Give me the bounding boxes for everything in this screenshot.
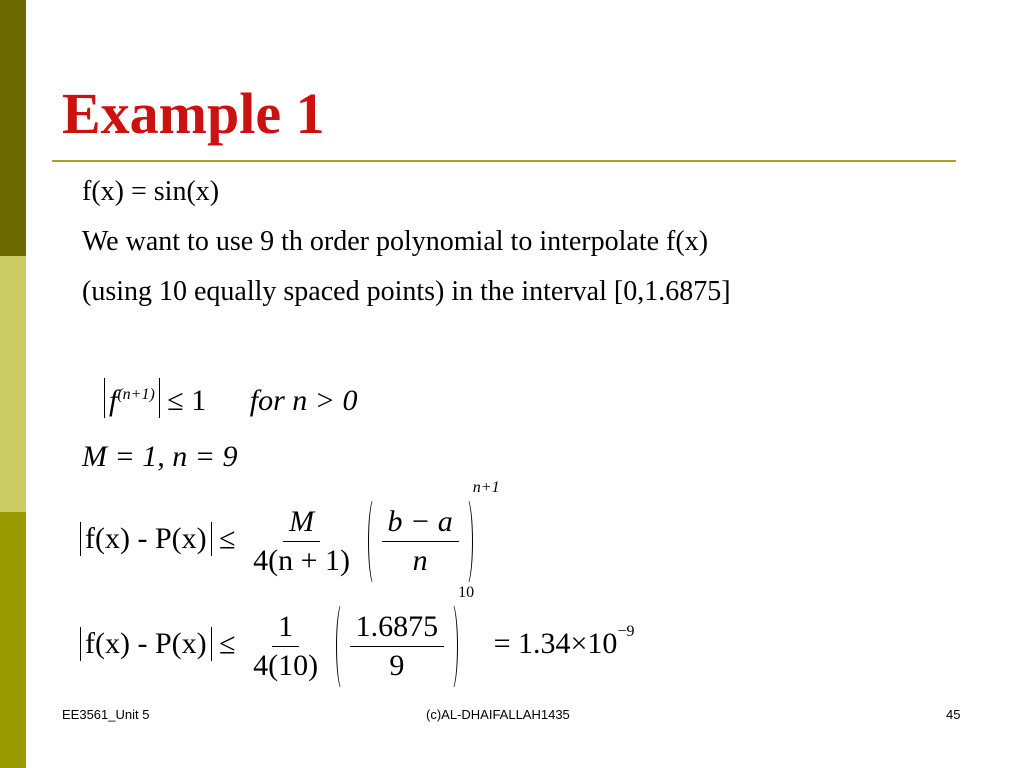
error-formula-general <box>80 479 500 578</box>
title-divider <box>52 160 956 162</box>
fraction-m: $\frac{M}{4(n + 1)}$ <box>253 505 351 577</box>
side-bar-middle <box>0 256 26 512</box>
parameters: M = 1, n = 9 <box>82 440 238 473</box>
slide-title: Example 1 <box>62 81 325 146</box>
side-bar-top <box>0 0 26 256</box>
abs-derivative: $f^{(n+1)}$ <box>104 378 160 418</box>
abs-error: f(x) - P(x) <box>80 627 212 661</box>
bound-condition: for n > 0 <box>249 384 358 417</box>
exponent: 10 <box>458 584 475 601</box>
statement-line-2: (using 10 equally spaced points) in the interval [0,1.6875] <box>82 276 731 307</box>
fraction-one: $\frac{1}{4(10)}$ <box>253 610 319 682</box>
exponent: n+1 <box>472 479 500 496</box>
result-exponent: −9 <box>617 623 635 641</box>
abs-error: f(x) - P(x) <box>80 522 212 556</box>
parenthesized-fraction: $\frac{1.6875}{9}$ <box>336 610 459 683</box>
side-bar-bottom <box>0 512 26 768</box>
leq-symbol: ≤ <box>219 522 236 556</box>
footer-course: EE3561_Unit 5 <box>62 707 150 722</box>
function-definition: f(x) = sin(x) <box>82 176 220 207</box>
parenthesized-fraction: $\frac{b - a}{n}$ <box>368 505 473 578</box>
result: = 1.34×10 <box>493 627 618 661</box>
statement-line-1: We want to use 9 th order polynomial to interpolate f(x) <box>82 226 709 257</box>
bound-leq: ≤ 1 <box>167 384 207 417</box>
error-formula-evaluated <box>80 584 635 683</box>
footer-copyright: (c)AL-DHAIFALLAH1435 <box>426 707 570 722</box>
leq-symbol: ≤ <box>219 627 236 661</box>
derivative-bound <box>104 378 358 418</box>
footer-page-number: 45 <box>946 707 961 722</box>
